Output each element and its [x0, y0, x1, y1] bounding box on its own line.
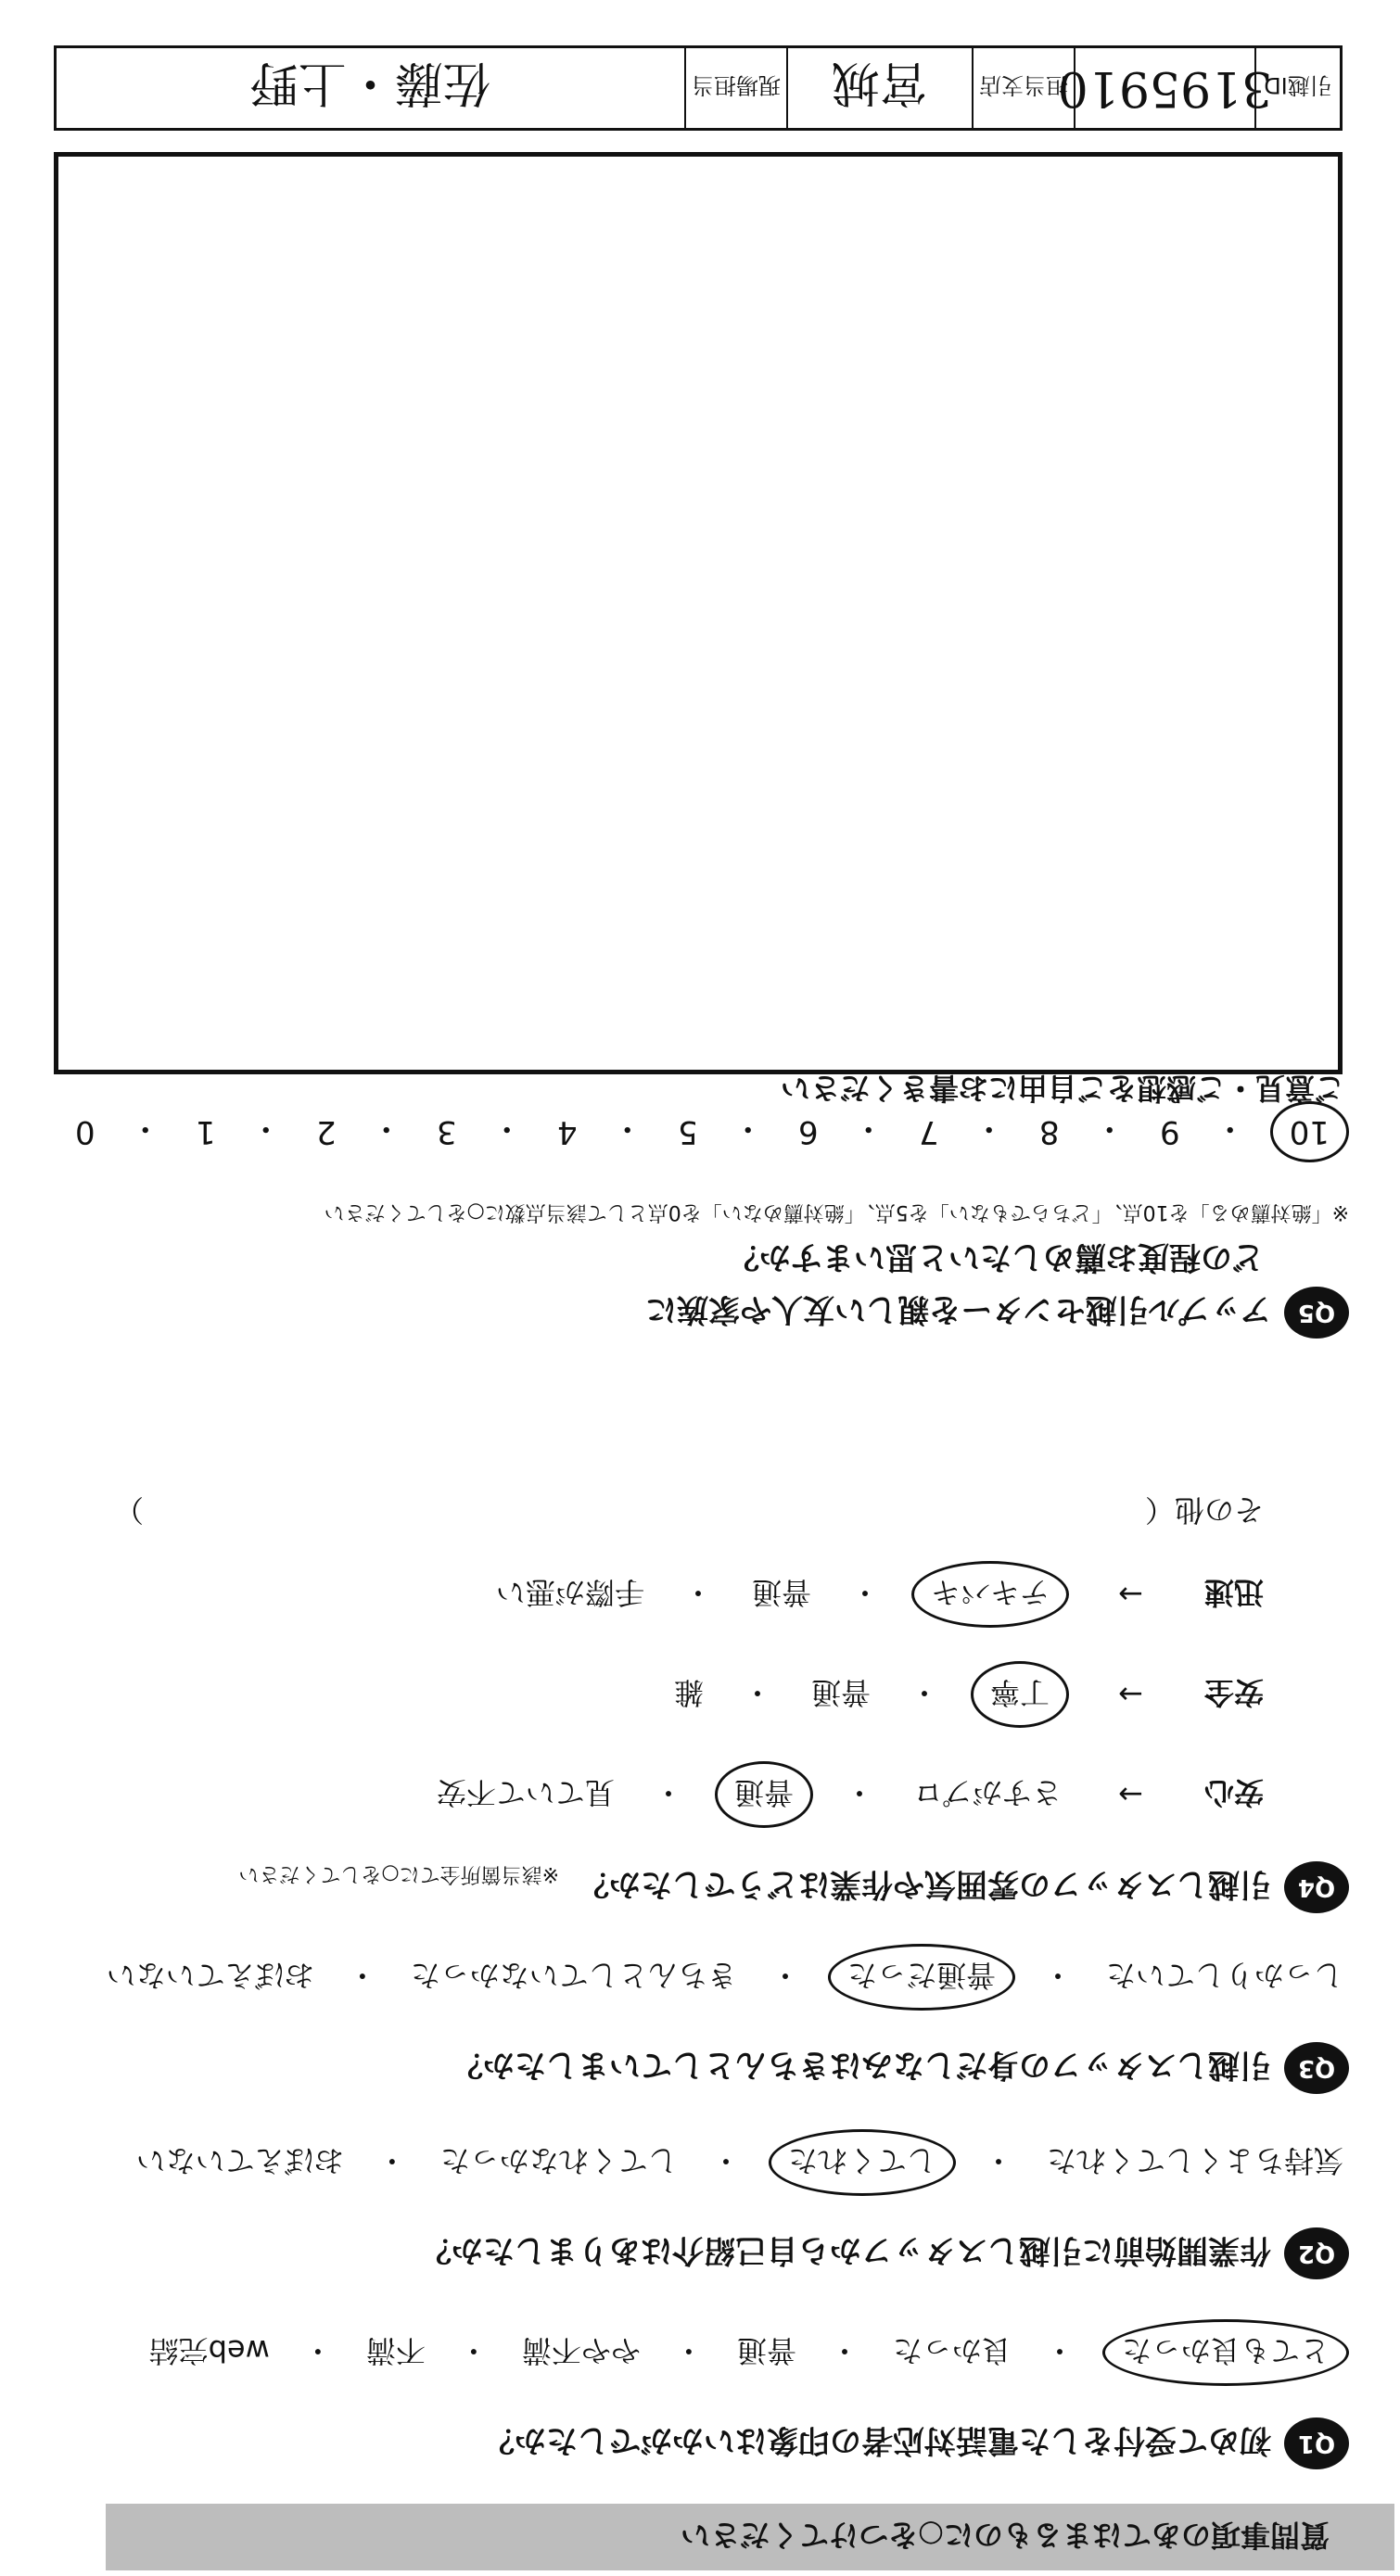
q4-other-label: その他（ — [1144, 1492, 1264, 1528]
q3-option-not-neat[interactable]: きちんとしていなかった — [410, 1958, 737, 1993]
move-id-label: 引越ID — [1264, 72, 1332, 99]
q4-other — [5, 1491, 1264, 1533]
q4-other-close: ） — [113, 1492, 144, 1528]
q4-badge: Q4 — [1284, 1861, 1349, 1913]
q3-badge: Q3 — [1284, 2042, 1349, 2094]
q3-option-dont-remember[interactable]: おぼえていない — [106, 1958, 314, 1993]
q1-option-somewhat-dissatisfied[interactable]: やや不満 — [521, 2333, 641, 2368]
q4-option[interactable]: さすがプロ — [912, 1775, 1062, 1810]
q4-row-speed: 迅速 → テキパキ ・ 普通 ・ 手際が悪い — [5, 1561, 1264, 1628]
q2-title: 作業開始前に引越しスタッフから自己紹介はありましたか？ — [420, 2231, 1271, 2269]
q4-option[interactable]: 普通 — [810, 1675, 871, 1710]
site-staff-label: 現場担当 — [686, 48, 788, 128]
q4-row-safety: 安全 → 丁寧 ・ 普通 ・ 雑 — [5, 1661, 1264, 1728]
q5-score-option[interactable]: 2 — [315, 1113, 337, 1150]
q2-options: 気持ちよくしてくれた・してくれた・してくれなかった・おぼえていない — [5, 2129, 1349, 2196]
q4-option[interactable]: 雑 — [673, 1675, 704, 1710]
q5-score-option[interactable]: 0 — [74, 1113, 95, 1150]
question-2 — [5, 2129, 1349, 2279]
q1-option-dissatisfied[interactable]: 不満 — [365, 2333, 426, 2368]
q4-option[interactable]: 丁寧 — [971, 1661, 1069, 1728]
q1-badge: Q1 — [1284, 2417, 1349, 2469]
q5-badge: Q5 — [1284, 1287, 1349, 1339]
q1-options: とても良かった・良かった・普通・やや不満・不満・web完結 — [5, 2319, 1349, 2386]
q5-score-option[interactable]: 6 — [797, 1113, 819, 1150]
q4-option[interactable]: 見ていて不安 — [436, 1775, 615, 1810]
q2-option-did[interactable]: してくれた — [769, 2129, 956, 2196]
comments-label: ご意見・ご感想をご自由にお書きください — [780, 1071, 1344, 1106]
q5-score-option[interactable]: 10 — [1270, 1101, 1349, 1162]
q5-score-option[interactable]: 7 — [918, 1113, 939, 1150]
q1-option-normal[interactable]: 普通 — [736, 2333, 796, 2368]
instructions-header — [106, 2504, 1394, 2570]
q4-row-label: 安全 — [1203, 1675, 1264, 1710]
q1-option-very-good[interactable]: とても良かった — [1102, 2319, 1349, 2386]
q4-row-label: 安心 — [1203, 1775, 1264, 1810]
q5-note: ※「絶対薦める」を10点、「どちらでもない」を5点、「絶対薦めない」を0点として該当点数に○をしてください — [324, 1200, 1349, 1224]
comments-box[interactable] — [54, 152, 1343, 1074]
arrow-icon: → — [1118, 1777, 1143, 1812]
q2-option-dont-remember[interactable]: おぼえていない — [135, 2143, 344, 2178]
q2-option-pleasant[interactable]: 気持ちよくしてくれた — [1046, 2143, 1343, 2178]
instructions-text: 質問事項のあてはまるものに○をつけてください — [681, 2518, 1330, 2553]
site-staff-value[interactable]: 佐藤・上野 — [57, 48, 686, 128]
q4-option[interactable]: テキパキ — [911, 1561, 1069, 1628]
q1-option-web[interactable]: web完結 — [148, 2333, 270, 2368]
q4-note: ※該当箇所全てに○をしてください — [238, 1862, 559, 1885]
q5-score-option[interactable]: 8 — [1038, 1113, 1060, 1150]
record-footer — [54, 45, 1343, 131]
q5-score-option[interactable]: 9 — [1159, 1113, 1180, 1150]
arrow-icon: → — [1118, 1677, 1143, 1712]
q5-title-line1: アップル引越センターを親しい友人や家族に — [645, 1290, 1271, 1328]
q3-option-normal[interactable]: 普通だった — [828, 1944, 1015, 2011]
q5-score-option[interactable]: 4 — [556, 1113, 578, 1150]
arrow-icon: → — [1118, 1577, 1143, 1612]
q1-option-good[interactable]: 良かった — [892, 2333, 1012, 2368]
q4-row-label: 迅速 — [1203, 1575, 1264, 1610]
q1-title: 初めて受付をした電話対応者の印象はいかがでしたか？ — [483, 2421, 1271, 2459]
q3-options: しっかりしていた・普通だった・きちんとしていなかった・おぼえていない — [5, 1944, 1349, 2011]
q5-score-option[interactable]: 1 — [195, 1113, 216, 1150]
q4-option[interactable]: 普通 — [715, 1761, 813, 1828]
branch-label: 担当支店 — [974, 48, 1075, 128]
q3-option-neat[interactable]: しっかりしていた — [1105, 1958, 1343, 1993]
question-1 — [5, 2319, 1349, 2469]
q4-option[interactable]: 普通 — [751, 1575, 811, 1610]
q5-score-option[interactable]: 5 — [677, 1113, 698, 1150]
q5-score-option[interactable]: 3 — [436, 1113, 457, 1150]
question-4 — [5, 1491, 1349, 1913]
q5-title-line2: どの程度お薦めしたいと思いますか？ — [728, 1238, 1264, 1275]
q5-scale: 10 ・ 9 ・ 8 ・ 7 ・ 6 ・ 5 ・ 4 ・ 3 ・ 2 ・ 1 ・ 0 — [5, 1101, 1349, 1162]
q3-title: 引越しスタッフの身だしなみはきちんとしていましたか？ — [452, 2046, 1271, 2084]
q2-badge: Q2 — [1284, 2227, 1349, 2279]
q2-option-did-not[interactable]: してくれなかった — [439, 2143, 678, 2178]
q4-option[interactable]: 手際が悪い — [495, 1575, 644, 1610]
q4-row-reassurance: 安心 → さすがプロ ・ 普通 ・ 見ていて不安 — [5, 1761, 1264, 1828]
branch-value[interactable]: 宮城 — [788, 48, 974, 128]
question-5 — [5, 1101, 1349, 1339]
move-id-value[interactable]: 3195910 — [1075, 48, 1256, 128]
question-3 — [5, 1944, 1349, 2094]
q4-title: 引越しスタッフの雰囲気や作業はどうでしたか？ — [578, 1865, 1271, 1903]
